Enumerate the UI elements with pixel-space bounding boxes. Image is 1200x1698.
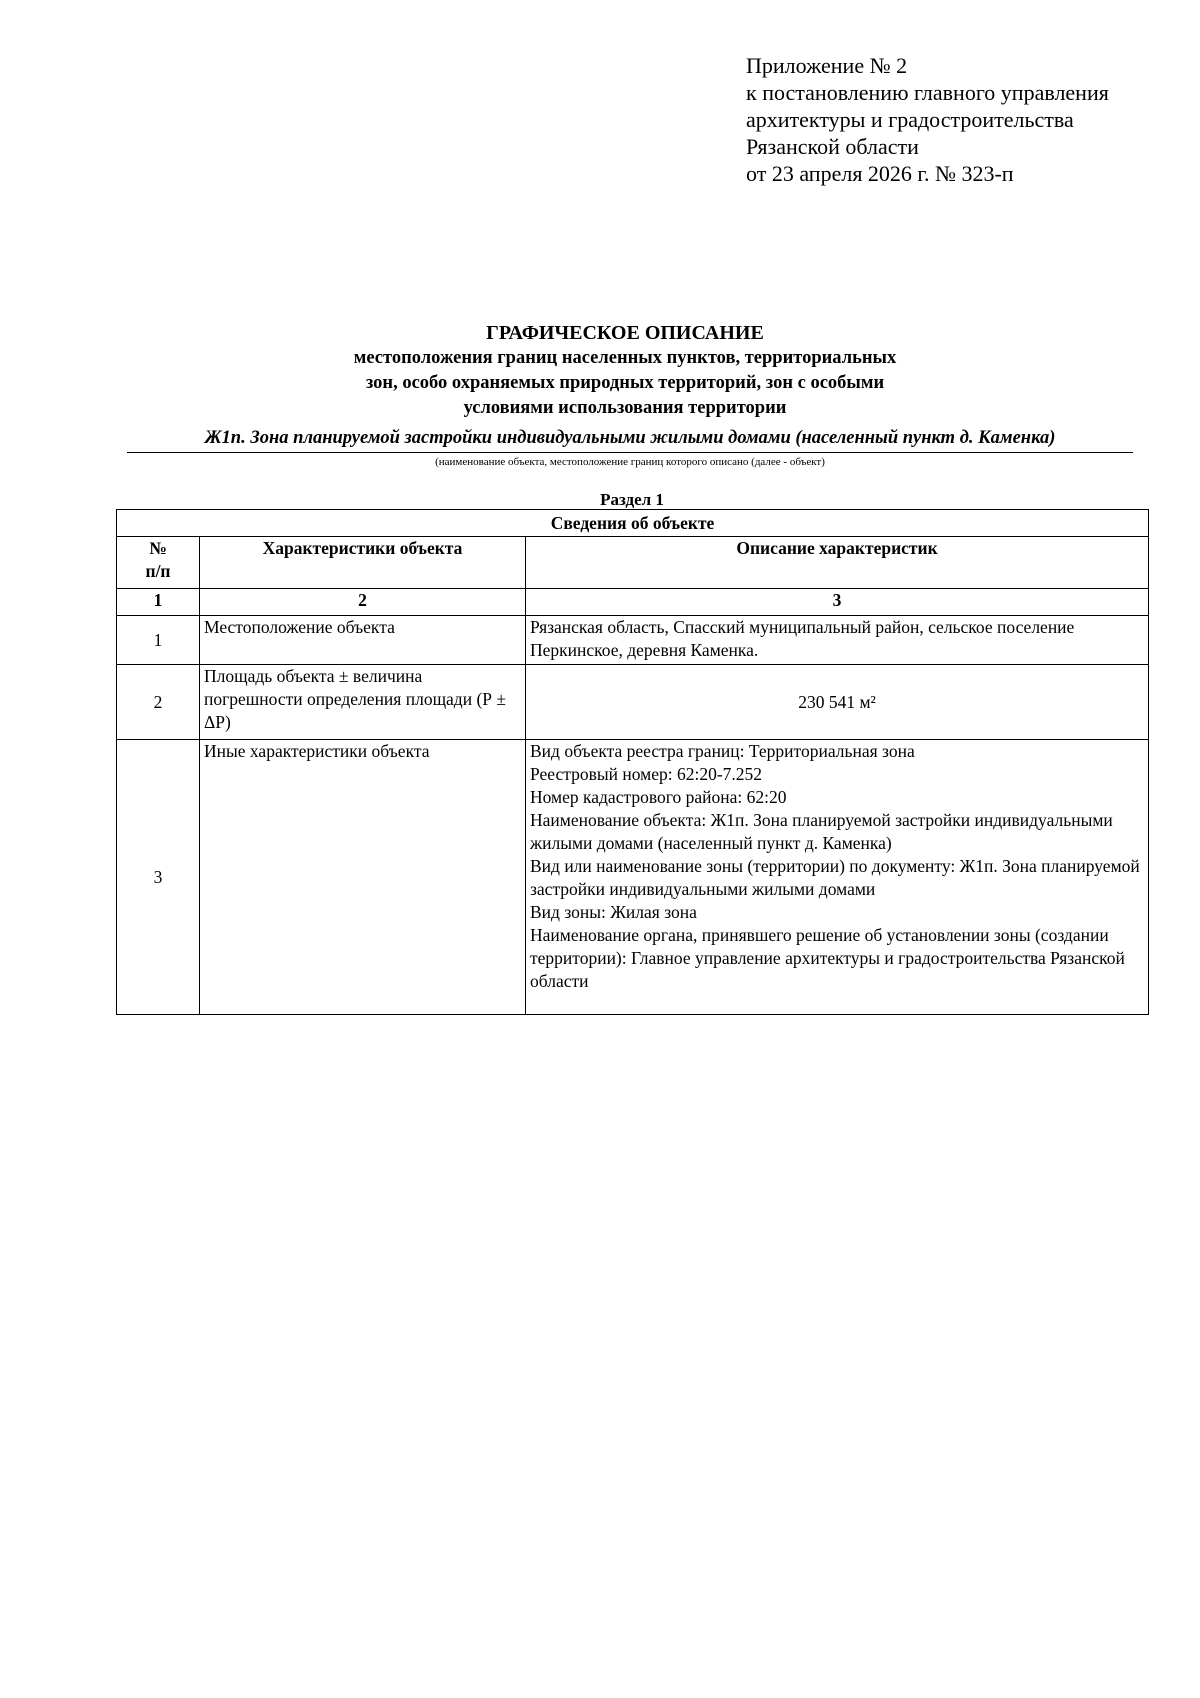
row-number: 2: [117, 665, 200, 740]
object-name-underline: [127, 452, 1133, 453]
annex-line: от 23 апреля 2026 г. № 323-п: [746, 161, 1014, 186]
description-line: Наименование органа, принявшего решение об установлении зоны (создании территории): Главное управление архитектуры и градостроительства Рязанской области: [530, 925, 1125, 991]
annex-line: Приложение № 2: [746, 53, 908, 78]
object-info-table: [116, 509, 1149, 1015]
title-main: ГРАФИЧЕСКОЕ ОПИСАНИЕ: [486, 322, 764, 344]
description-line: Вид объекта реестра границ: Территориальная зона: [530, 741, 915, 761]
title-sub-line: условиями использования территории: [463, 398, 787, 418]
table-title: Сведения об объекте: [117, 510, 1149, 537]
header-description: Описание характеристик: [526, 537, 1149, 589]
row-characteristic: Иные характеристики объекта: [200, 740, 526, 1015]
header-num-line: п/п: [145, 561, 171, 581]
annex-line: к постановлению главного управления: [746, 80, 1109, 105]
annex-header: [746, 52, 1109, 187]
column-number: 3: [526, 589, 1149, 616]
header-characteristic: Характеристики объекта: [200, 537, 526, 589]
row-description: Рязанская область, Спасский муниципальный район, сельское поселение Перкинское, деревня Каменка.: [526, 616, 1149, 665]
column-number: 2: [200, 589, 526, 616]
description-line: Наименование объекта: Ж1п. Зона планируемой застройки индивидуальными жилыми домами (населенный пункт д. Каменка): [530, 810, 1113, 853]
annex-line: архитектуры и градостроительства: [746, 107, 1074, 132]
row-description: 230 541 м²: [526, 665, 1149, 740]
object-name: Ж1п. Зона планируемой застройки индивидуальными жилыми домами (населенный пункт д. Каменка): [204, 428, 1056, 448]
table-row: [117, 740, 1149, 1015]
row-number: 1: [117, 616, 200, 665]
description-line: Реестровый номер: 62:20-7.252: [530, 764, 763, 784]
header-num-line: №: [149, 538, 167, 558]
header-num: [117, 537, 200, 589]
row-number: 3: [117, 740, 200, 1015]
column-number-row: [117, 589, 1149, 616]
title-sub-line: местоположения границ населенных пунктов, территориальных: [353, 348, 897, 368]
table-row: [117, 616, 1149, 665]
title-sub-line: зон, особо охраняемых природных территорий, зон с особыми: [365, 373, 885, 393]
column-number: 1: [117, 589, 200, 616]
description-line: Номер кадастрового района: 62:20: [530, 787, 787, 807]
row-description: [526, 740, 1149, 1015]
table-header-row: [117, 537, 1149, 589]
document-title: [118, 320, 1132, 421]
object-caption: (наименование объекта, местоположение границ которого описано (далее - объект): [435, 456, 825, 468]
description-line: Вид или наименование зоны (территории) по документу: Ж1п. Зона планируемой застройки индивидуальными жилыми домами: [530, 856, 1140, 899]
section-heading: Раздел 1: [600, 490, 664, 509]
row-characteristic: Площадь объекта ± величина погрешности определения площади (Р ± ΔР): [200, 665, 526, 740]
annex-line: Рязанской области: [746, 134, 919, 159]
description-line: Вид зоны: Жилая зона: [530, 902, 697, 922]
row-characteristic: Местоположение объекта: [200, 616, 526, 665]
table-row: [117, 665, 1149, 740]
